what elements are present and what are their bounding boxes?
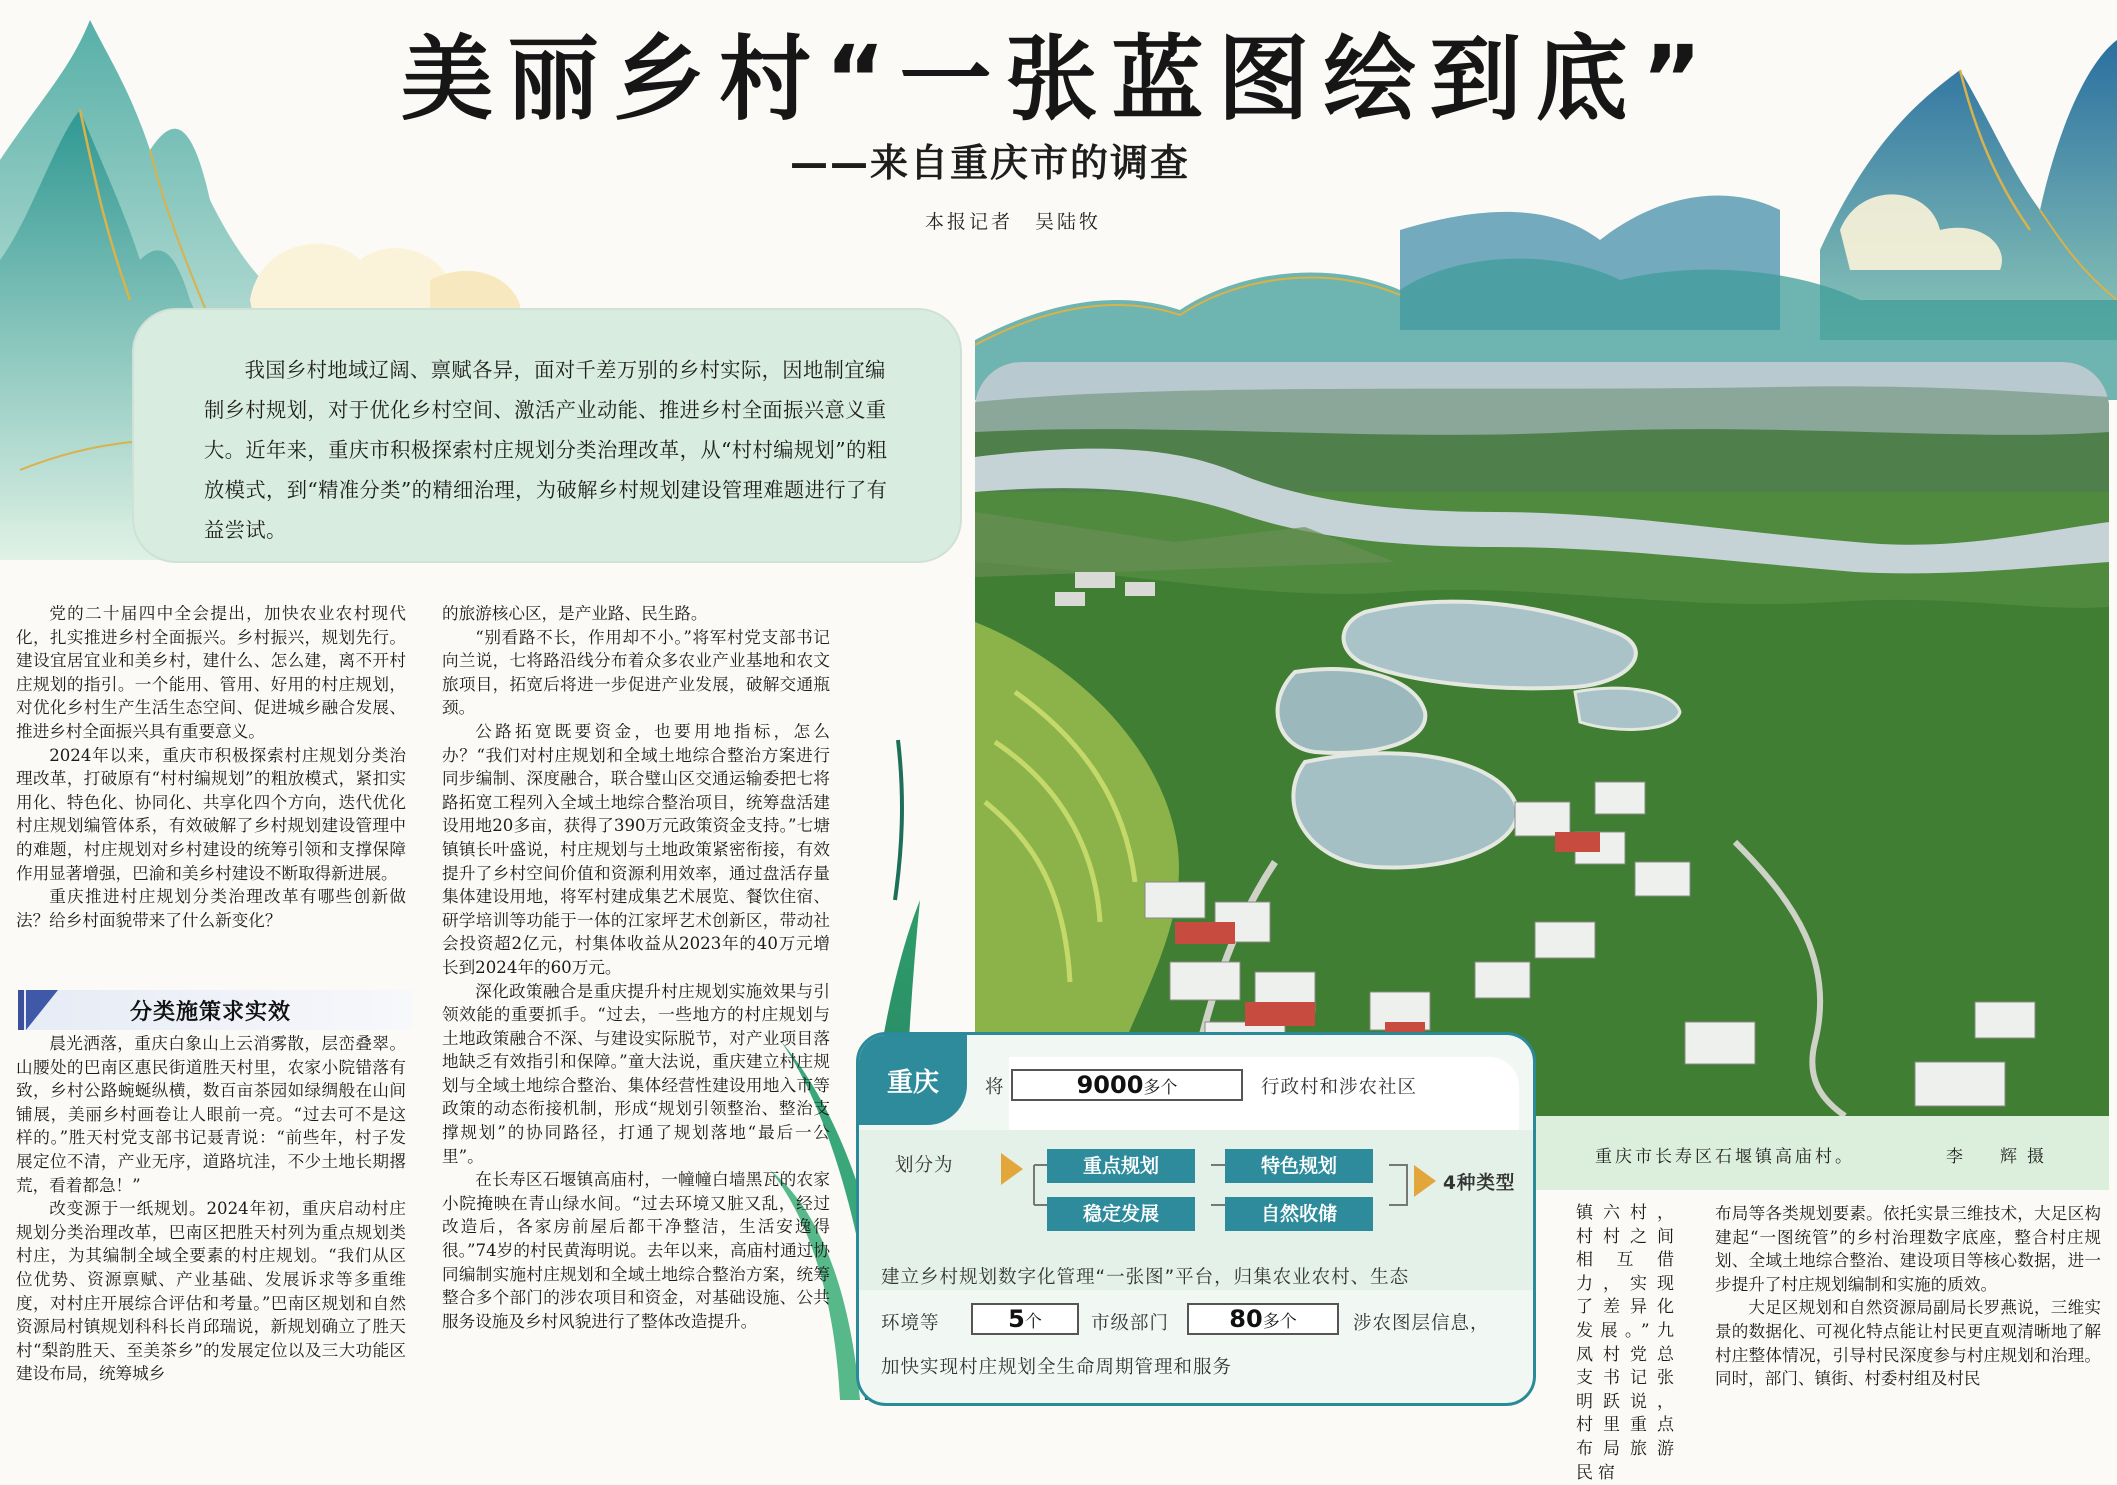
column-1-bottom [16, 1032, 406, 1386]
paragraph: 公路拓宽既要资金，也要用地指标，怎么办？“我们对村庄规划和全域土地综合整治方案进行同步编制、深度融合，联合璧山区交通运输委把七将路拓宽工程列入全域土地综合整治项目，统筹盘活建设用地20多亩，获得了390万元政策资金支持。”七塘镇镇长叶盛说，村庄规划与土地政策紧密衔接，有效提升了乡村空间价值和资源利用效率，通过盘活存量集体建设用地，将军村建成集艺术展览、餐饮住宿、研学培训等功能于一体的江家坪艺术创新区，带动社会投资超2亿元，村集体收益从2023年的40万元增长到2024年的60万元。 [442, 721, 830, 977]
page-subtitle: ——来自重庆市的调查 [790, 141, 1191, 185]
lead-box [132, 308, 962, 563]
type-pill: 特色规划 [1225, 1149, 1373, 1183]
layers-label: 涉农图层信息， [1353, 1313, 1490, 1334]
photo-caption: 重庆市长寿区石堰镇高庙村。 [1595, 1147, 1855, 1167]
paragraph: 在长寿区石堰镇高庙村，一幢幢白墙黑瓦的农家小院掩映在青山绿水间。“过去环境又脏又乱，经过改造后，各家房前屋后都干净整洁，生活安逸得很。”74岁的村民黄海明说。去年以来，高庙村通过协同编制实施村庄规划和全域土地综合整治方案，统筹整合多个部门的涉农项目和资金，对基础设施、公共服务设施及乡村风貌进行了整体改造提升。 [442, 1170, 830, 1331]
paragraph: 的旅游核心区，是产业路、民生路。 [442, 604, 708, 623]
pond-3 [1293, 753, 1517, 867]
paragraph: 布局等各类规划要素。依托实景三维技术，大足区构建起“一图统管”的乡村治理数字底座，整合村庄规划、全域土地综合整治、建设项目等核心数据，进一步提升了村庄规划编制和实施的质效。 [1715, 1204, 2101, 1294]
paragraph: 镇六村，村村之间相互借力，实现了差异化发展。”九凤村党总支书记张明跃说，村里重点布局旅游民宿 [1576, 1203, 1679, 1483]
lead-text: 我国乡村地域辽阔、禀赋各异，面对千差万别的乡村实际，因地制宜编制乡村规划，对于优化乡村空间、激活产业动能、推进乡村全面振兴意义重大。近年来，重庆市积极探索村庄规划分类治理改革，从“村村编规划”的粗放模式，到“精准分类”的精细治理，为破解乡村规划建设管理难题进行了有益尝试。 [204, 358, 888, 542]
depts-value: 5 [1008, 1305, 1025, 1333]
paragraph: 晨光洒落，重庆白象山上云消雾散，层峦叠翠。山腰处的巴南区惠民街道胜天村里，农家小院错落有致，乡村公路蜿蜒纵横，数百亩茶园如绿绸般在山间铺展，美丽乡村画卷让人眼前一亮。“过去可不是这样的。”胜天村党支部书记聂青说：“前些年，村子发展定位不清，产业无序，道路坑洼，不少土地长期撂荒，看着都急！” [16, 1034, 406, 1195]
paragraph: 重庆推进村庄规划分类治理改革有哪些创新做法？给乡村面貌带来了什么新变化？ [16, 887, 406, 930]
env-label: 环境等 [881, 1313, 940, 1334]
depts-box [971, 1303, 1079, 1335]
infobox-line-1: 建立乡村规划数字化管理“一张图”平台，归集农业农村、生态 [881, 1267, 1410, 1288]
layers-value: 80 [1229, 1305, 1263, 1333]
column-1-top [16, 602, 406, 932]
column-3 [1576, 1202, 1679, 1485]
target-label: 行政村和涉农社区 [1261, 1077, 1418, 1098]
paragraph: 党的二十届四中全会提出，加快农业农村现代化，扎实推进乡村全面振兴。乡村振兴，规划先行。建设宜居宜业和美乡村，建什么、怎么建，离不开村庄规划的指引。一个能用、管用、好用的村庄规划，对优化乡村生产生活生态空间、促进城乡融合发展、推进乡村全面振兴具有重要意义。 [16, 604, 406, 741]
type-pill: 重点规划 [1047, 1149, 1195, 1183]
count-unit: 多个 [1143, 1078, 1178, 1098]
village-aerial-photo [975, 362, 2109, 1116]
byline: 本报记者 吴陆牧 [925, 211, 1102, 233]
arrow-right-icon [1001, 1153, 1023, 1185]
page-title: 美丽乡村“一张蓝图绘到底” [401, 26, 1716, 133]
paragraph: 大足区规划和自然资源局副局长罗燕说，三维实景的数据化、可视化特点能让村民更直观清晰地了解村庄整体情况，引导村民深度参与村庄规划和治理。同时，部门、镇街、村委村组及村民 [1715, 1298, 2101, 1389]
region-badge: 重庆 [859, 1035, 967, 1125]
paragraph: “别看路不长，作用却不小。”将军村党支部书记向兰说，七将路沿线分布着众多农业产业基地和农文旅项目，拓宽后将进一步促进产业发展，破解交通瓶颈。 [442, 627, 830, 718]
column-2 [442, 602, 830, 1333]
count-box [1011, 1069, 1243, 1101]
divided-label: 划分为 [895, 1155, 954, 1176]
infobox-line-3: 加快实现村庄规划全生命周期管理和服务 [881, 1357, 1233, 1378]
result-label: 4种类型 [1443, 1173, 1516, 1194]
paragraph: 深化政策融合是重庆提升村庄规划实施效果与引领效能的重要抓手。“过去，一些地方的村庄规划与土地政策融合不深、与建设实际脱节，对产业项目落地缺乏有效指引和保障。”童大法说，重庆建立村庄规划与全域土地综合整治、集体经营性建设用地入市等政策的动态衔接机制，形成“规划引领整治、整治支撑规划”的协同路径，打通了规划落地“最后一公里”。 [442, 981, 830, 1166]
photo-illustration [975, 362, 2109, 1116]
paragraph: 2024年以来，重庆市积极探索村庄规划分类治理改革，打破原有“村村编规划”的粗放模式，紧扣实用化、特色化、协同化、共享化四个方向，迭代优化村庄规划编管体系，有效破解了乡村规划建设管理中的难题，村庄规划对乡村建设的统筹引领和支撑保障作用显著增强，巴渝和美乡村建设不断取得新进展。 [16, 745, 406, 883]
column-4 [1715, 1202, 2101, 1391]
depts-unit: 个 [1024, 1312, 1042, 1332]
type-pill: 稳定发展 [1047, 1197, 1195, 1231]
section-heading-text: 分类施策求实效 [130, 1000, 292, 1025]
count-value: 9000 [1076, 1071, 1144, 1099]
layers-box [1187, 1303, 1339, 1335]
arrow-right-icon [1414, 1165, 1436, 1197]
infobox [856, 1032, 1536, 1406]
depts-label: 市级部门 [1091, 1313, 1170, 1334]
jiang-label: 将 [985, 1077, 1005, 1098]
layers-unit: 多个 [1262, 1312, 1297, 1332]
photo-credit: 李 辉摄 [1946, 1147, 2054, 1167]
paragraph: 改变源于一纸规划。2024年初，重庆启动村庄规划分类治理改革，巴南区把胜天村列为重点规划类村庄，为其编制全域全要素的村庄规划。“我们从区位优势、资源禀赋、产业基础、发展诉求等多重维度，对村庄开展综合评估和考量。”巴南区规划和自然资源局村镇规划科科长肖邱瑞说，新规划确立了胜天村“梨韵胜天、至美茶乡”的发展定位以及三大功能区建设布局，统筹城乡 [16, 1199, 406, 1384]
type-pill: 自然收储 [1225, 1197, 1373, 1231]
section-heading [18, 990, 412, 1030]
